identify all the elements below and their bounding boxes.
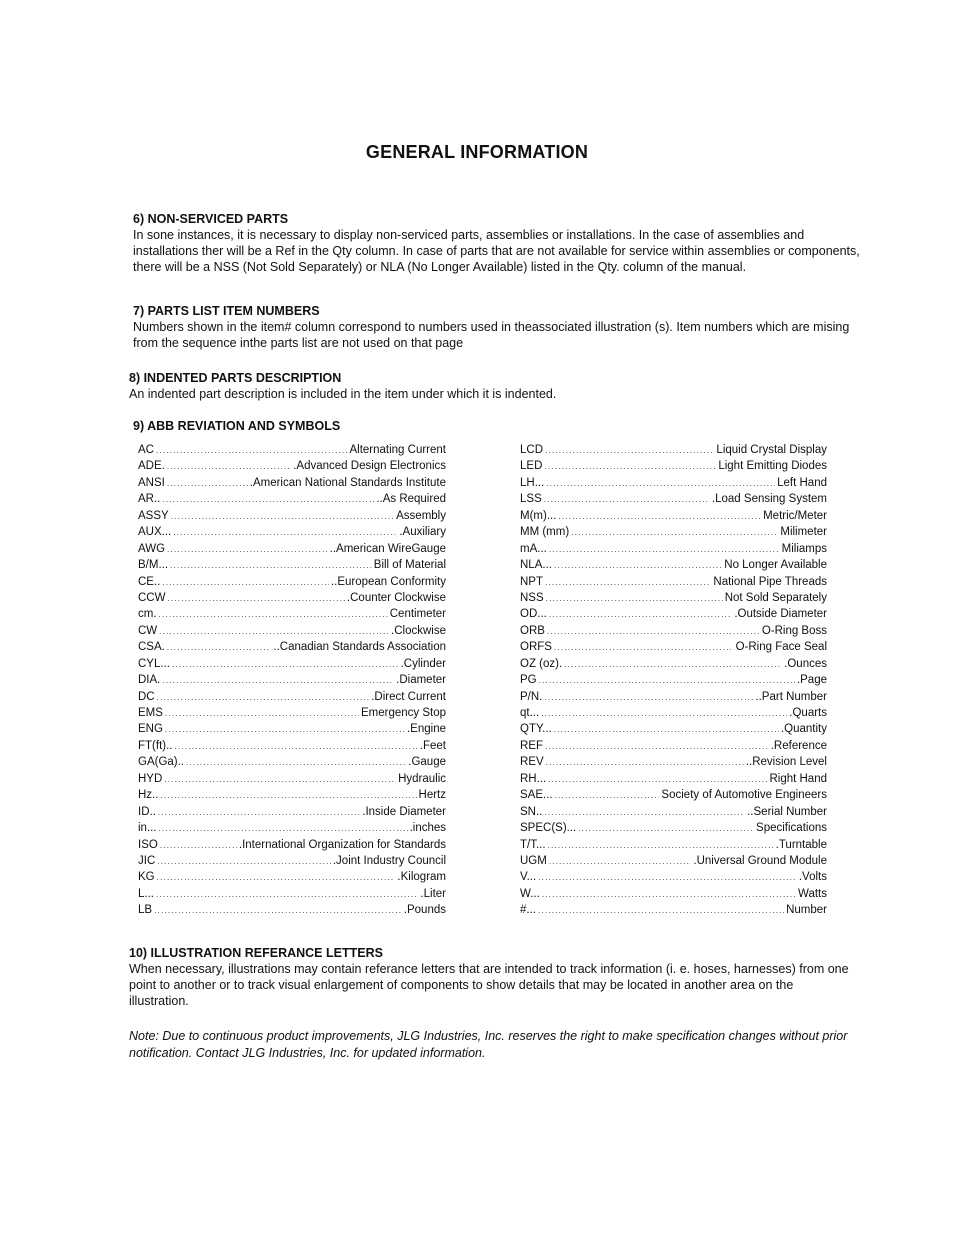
dot-leader: [549, 606, 732, 622]
abbreviation-term: SPEC(S)...: [520, 822, 577, 835]
abbreviation-row: [520, 475, 827, 491]
abbreviation-meaning: .Cylinder: [400, 657, 446, 670]
section-parts-list-item-numbers: [133, 304, 863, 351]
abbreviation-meaning: .Kilogram: [397, 871, 446, 884]
abbreviation-row: [138, 442, 446, 458]
abbreviation-meaning: .Reference: [770, 739, 827, 752]
abbreviation-meaning: Assembly: [396, 509, 446, 522]
dot-leader: [162, 574, 329, 590]
abbreviation-meaning: .Universal Ground Module: [693, 854, 827, 867]
abbreviation-row: [520, 869, 827, 885]
abbreviation-term: V...: [520, 871, 537, 884]
abbreviation-row: [520, 853, 827, 869]
footnote: Note: Due to continuous product improvements, JLG Industries, Inc. reserves the right to make specification changes without prior notification. Contact JLG Industries, Inc. for updated information.: [129, 1029, 848, 1060]
abbreviation-term: OZ (oz).: [520, 657, 563, 670]
abbreviation-row: [520, 557, 827, 573]
dot-leader: [544, 491, 710, 507]
abbreviation-term: SN..: [520, 805, 543, 818]
dot-leader: [173, 524, 397, 540]
abbreviation-row: [138, 853, 446, 869]
abbreviation-term: CSA.: [138, 641, 165, 654]
dot-leader: [549, 541, 780, 557]
dot-leader: [159, 623, 389, 639]
abbreviation-row: [138, 754, 446, 770]
dot-leader: [167, 541, 328, 557]
dot-leader: [156, 886, 418, 902]
abbreviation-row: [520, 458, 827, 474]
abbreviation-row: [520, 754, 827, 770]
abbreviation-term: AWG: [138, 542, 166, 555]
dot-leader: [156, 442, 347, 458]
abbreviation-meaning: Number: [786, 904, 827, 917]
dot-leader: [571, 524, 778, 540]
abbreviation-row: [138, 820, 446, 836]
abbreviation-row: [520, 705, 827, 721]
abbreviation-term: LCD: [520, 444, 544, 456]
abbreviation-meaning: Left Hand: [777, 476, 827, 489]
section-body: When necessary, illustrations may contain referance letters that are intended to track information (i. e. hoses, harnesses) from one point to another or to track visual enlargement of components to show details that may be located in another area on the illustration.: [129, 962, 849, 1008]
abbreviation-term: ANSI: [138, 476, 165, 489]
abbreviation-term: NPT: [520, 575, 543, 588]
dot-leader: [545, 574, 711, 590]
abbreviation-row: [520, 672, 827, 688]
abbreviation-row: [138, 656, 446, 672]
abbreviation-meaning: .Pounds: [403, 904, 446, 917]
abbreviation-term: REV: [520, 756, 544, 769]
abbreviation-row: [520, 639, 827, 655]
abbreviation-row: [520, 524, 827, 540]
abbreviation-term: mA...: [520, 542, 547, 555]
dot-leader: [157, 689, 370, 705]
abbreviation-meaning: Watts: [798, 887, 827, 900]
abbreviation-row: [520, 738, 827, 754]
dot-leader: [547, 623, 760, 639]
abbreviation-term: ADE.: [138, 460, 165, 473]
abbreviation-meaning: O-Ring Boss: [761, 624, 827, 637]
abbreviation-term: ISO: [138, 838, 158, 851]
dot-leader: [558, 508, 761, 524]
abbreviation-row: [138, 771, 446, 787]
dot-leader: [165, 721, 405, 737]
abbreviation-term: CYL...: [138, 657, 170, 670]
abbreviation-meaning: National Pipe Threads: [713, 575, 827, 588]
abbreviation-term: L...: [138, 887, 154, 900]
dot-leader: [555, 787, 660, 803]
dot-leader: [157, 853, 331, 869]
abbreviation-meaning: .Ounces: [784, 657, 827, 670]
dot-leader: [544, 804, 745, 820]
section-abbreviations: [133, 419, 863, 434]
abbreviation-term: DC: [138, 690, 155, 703]
abbreviation-meaning: ..Part Number: [755, 690, 827, 703]
dot-leader: [160, 837, 237, 853]
abbreviation-term: Hz..: [138, 789, 159, 802]
dot-leader: [548, 771, 767, 787]
abbreviation-meaning: .Inside Diameter: [362, 805, 446, 818]
abbreviation-list-right: [520, 442, 827, 919]
dot-leader: [541, 705, 787, 721]
abbreviation-term: qt...: [520, 707, 540, 719]
dot-leader: [538, 869, 797, 885]
dot-leader: [171, 508, 394, 524]
abbreviation-meaning: .Feet: [419, 739, 446, 752]
abbreviation-term: in...: [138, 822, 157, 835]
dot-leader: [172, 656, 399, 672]
dot-leader: [545, 738, 769, 754]
section-body: Numbers shown in the item# column correspond to numbers used in theassociated illustration (s). Item numbers which are mising from the sequence inthe parts list are not used on that page: [133, 320, 850, 350]
dot-leader: [167, 639, 272, 655]
abbreviation-meaning: Right Hand: [769, 772, 827, 785]
abbreviation-term: cm.: [138, 608, 157, 621]
abbreviation-row: [138, 902, 446, 918]
abbreviation-meaning: Society of Automotive Engineers: [661, 789, 827, 802]
abbreviation-term: ORB: [520, 624, 545, 637]
section-non-serviced-parts: [133, 212, 863, 275]
abbreviation-term: ID..: [138, 805, 156, 818]
abbreviation-term: B/M...: [138, 559, 169, 572]
dot-leader: [544, 689, 753, 705]
dot-leader: [167, 475, 248, 491]
dot-leader: [154, 902, 402, 918]
abbreviation-meaning: ..Serial Number: [747, 805, 827, 818]
abbreviation-row: [138, 590, 446, 606]
abbreviation-term: KG: [138, 871, 155, 884]
abbreviation-meaning: Bill of Material: [373, 559, 446, 572]
abbreviation-term: EMS: [138, 707, 163, 719]
dot-leader: [546, 754, 744, 770]
abbreviation-term: JIC: [138, 854, 156, 867]
dot-leader: [175, 738, 418, 754]
abbreviation-row: [520, 491, 827, 507]
abbreviation-meaning: .International Organization for Standards: [238, 838, 446, 851]
abbreviation-term: W...: [520, 887, 540, 900]
abbreviation-row: [520, 886, 827, 902]
abbreviation-term: FT(ft)..: [138, 739, 173, 752]
abbreviation-meaning: Hydraulic: [398, 772, 446, 785]
abbreviation-row: [138, 886, 446, 902]
abbreviation-meaning: .Outside Diameter: [734, 608, 827, 621]
abbreviation-meaning: .American National Standards Institute: [249, 476, 446, 489]
abbreviation-term: AR..: [138, 493, 161, 506]
abbreviation-meaning: Not Sold Separately: [724, 591, 827, 604]
abbreviation-term: T/T...: [520, 838, 546, 851]
abbreviation-meaning: .Turntable: [775, 838, 827, 851]
abbreviation-row: [520, 837, 827, 853]
dot-leader: [554, 721, 779, 737]
dot-leader: [162, 672, 394, 688]
abbreviation-meaning: Centimeter: [389, 608, 446, 621]
abbreviation-meaning: ..American WireGauge: [329, 542, 446, 555]
abbreviation-meaning: .Diameter: [396, 674, 446, 687]
abbreviation-meaning: .Clockwise: [391, 624, 446, 637]
abbreviation-row: [138, 639, 446, 655]
abbreviation-term: LB: [138, 904, 153, 917]
dot-leader: [548, 837, 774, 853]
abbreviation-term: SAE...: [520, 789, 553, 802]
abbreviation-term: M(m)...: [520, 509, 557, 522]
page-title: GENERAL INFORMATION: [365, 142, 589, 162]
abbreviation-meaning: ..Revision Level: [745, 756, 827, 769]
abbreviation-list-left: [138, 442, 446, 919]
abbreviation-meaning: Emergency Stop: [360, 707, 446, 719]
abbreviation-meaning: .Gauge: [408, 756, 446, 769]
abbreviation-meaning: Liquid Crystal Display: [716, 444, 827, 456]
abbreviation-meaning: .Quarts: [789, 707, 827, 719]
abbreviation-row: [520, 442, 827, 458]
abbreviation-term: ASSY: [138, 509, 169, 522]
abbreviation-term: AUX...: [138, 526, 172, 539]
dot-leader: [546, 475, 775, 491]
abbreviation-row: [138, 869, 446, 885]
dot-leader: [564, 656, 782, 672]
abbreviation-row: [520, 820, 827, 836]
abbreviation-row: [138, 524, 446, 540]
abbreviation-meaning: Alternating Current: [349, 444, 446, 456]
dot-leader: [167, 590, 344, 606]
section-indented-parts-description: [129, 371, 859, 402]
abbreviation-meaning: .Joint Industry Council: [332, 854, 446, 867]
abbreviation-meaning: .Page: [796, 674, 827, 687]
abbreviation-row: [138, 475, 446, 491]
abbreviation-row: [138, 458, 446, 474]
abbreviation-meaning: ..European Conformity: [330, 575, 446, 588]
abbreviation-term: LED: [520, 460, 543, 473]
abbreviation-meaning: .Load Sensing System: [711, 493, 827, 506]
abbreviation-row: [520, 508, 827, 524]
dot-leader: [157, 869, 396, 885]
abbreviation-row: [138, 787, 446, 803]
dot-leader: [578, 820, 754, 836]
abbreviation-meaning: Hertz: [418, 789, 446, 802]
dot-leader: [538, 902, 784, 918]
abbreviation-meaning: .Counter Clockwise: [346, 591, 446, 604]
abbreviation-meaning: .Quantity: [780, 723, 827, 736]
abbreviation-term: HYD: [138, 772, 163, 785]
abbreviation-term: AC: [138, 444, 154, 456]
abbreviation-term: ORFS: [520, 641, 552, 654]
dot-leader: [167, 458, 291, 474]
dot-leader: [164, 771, 396, 787]
dot-leader: [549, 853, 692, 869]
abbreviation-term: QTY...: [520, 723, 552, 736]
abbreviation-row: [138, 491, 446, 507]
abbreviation-term: GA(Ga)..: [138, 756, 185, 769]
section-heading: 6) NON-SERVICED PARTS: [133, 212, 289, 226]
abbreviation-meaning: .Advanced Design Electronics: [293, 460, 446, 473]
abbreviation-term: NLA...: [520, 559, 552, 572]
section-heading: 10) ILLUSTRATION REFERANCE LETTERS: [129, 946, 383, 960]
abbreviation-row: [520, 902, 827, 918]
dot-leader: [554, 557, 722, 573]
abbreviation-term: REF: [520, 739, 543, 752]
dot-leader: [544, 458, 716, 474]
abbreviation-row: [520, 606, 827, 622]
abbreviation-row: [138, 689, 446, 705]
dot-leader: [165, 705, 359, 721]
abbreviation-row: [520, 541, 827, 557]
abbreviation-term: NSS: [520, 591, 544, 604]
abbreviation-meaning: ..Canadian Standards Association: [273, 641, 446, 654]
dot-leader: [170, 557, 372, 573]
section-illustration-reference-letters: [129, 946, 849, 1009]
abbreviation-row: [138, 721, 446, 737]
abbreviation-meaning: .Liter: [420, 887, 446, 900]
abbreviation-row: [138, 672, 446, 688]
abbreviation-meaning: ..As Required: [376, 493, 446, 506]
abbreviation-row: [138, 738, 446, 754]
abbreviation-term: MM (mm): [520, 526, 570, 539]
abbreviation-meaning: Metric/Meter: [763, 509, 827, 522]
abbreviation-row: [520, 689, 827, 705]
abbreviation-row: [520, 771, 827, 787]
abbreviation-term: ENG: [138, 723, 163, 736]
abbreviation-term: CE..: [138, 575, 161, 588]
abbreviation-row: [520, 590, 827, 606]
abbreviation-term: UGM: [520, 854, 547, 867]
abbreviation-row: [138, 557, 446, 573]
abbreviation-row: [138, 574, 446, 590]
abbreviation-term: CCW: [138, 591, 166, 604]
abbreviation-row: [138, 541, 446, 557]
abbreviation-row: [520, 721, 827, 737]
abbreviation-term: P/N.: [520, 690, 543, 703]
abbreviation-row: [138, 606, 446, 622]
abbreviation-row: [138, 508, 446, 524]
abbreviation-row: [520, 574, 827, 590]
abbreviation-row: [520, 623, 827, 639]
dot-leader: [542, 886, 796, 902]
abbreviation-meaning: .Engine: [406, 723, 446, 736]
dot-leader: [545, 442, 714, 458]
abbreviation-term: LH...: [520, 476, 545, 489]
section-body: An indented part description is included in the item under which it is indented.: [129, 387, 557, 401]
dot-leader: [159, 606, 388, 622]
abbreviation-row: [138, 623, 446, 639]
abbreviation-meaning: Light Emitting Diodes: [718, 460, 827, 473]
section-body: In sone instances, it is necessary to display non-serviced parts, assemblies or installations. In the case of assemblies and installations ther will be a Ref in the Qty column. In case of parts that are not available for service within assemblies or components, there will be a NSS (Not Sold Separately) or NLA (No Longer Available) listed in the Qty. column of the manual.: [133, 228, 860, 274]
abbreviation-meaning: Miliamps: [781, 542, 827, 555]
abbreviation-term: PG: [520, 674, 537, 687]
abbreviation-meaning: .Auxiliary: [399, 526, 446, 539]
abbreviation-term: CW: [138, 624, 158, 637]
abbreviation-meaning: .inches: [409, 822, 446, 835]
abbreviation-row: [520, 656, 827, 672]
dot-leader: [539, 672, 795, 688]
section-heading: 7) PARTS LIST ITEM NUMBERS: [133, 304, 320, 318]
section-heading: 8) INDENTED PARTS DESCRIPTION: [129, 371, 342, 385]
dot-leader: [554, 639, 734, 655]
abbreviation-term: #...: [520, 904, 536, 917]
abbreviation-row: [138, 837, 446, 853]
abbreviation-meaning: Milimeter: [780, 526, 827, 539]
abbreviation-meaning: No Longer Available: [724, 559, 827, 572]
abbreviation-meaning: Specifications: [756, 822, 827, 835]
abbreviation-row: [520, 787, 827, 803]
abbreviation-meaning: .Volts: [798, 871, 827, 884]
dot-leader: [159, 820, 408, 836]
abbreviation-meaning: .Direct Current: [371, 690, 446, 703]
dot-leader: [162, 491, 374, 507]
dot-leader: [160, 787, 416, 803]
abbreviation-term: LSS: [520, 493, 542, 506]
abbreviation-term: DIA.: [138, 674, 161, 687]
abbreviation-term: RH...: [520, 772, 547, 785]
abbreviation-row: [520, 804, 827, 820]
dot-leader: [546, 590, 723, 606]
abbreviation-row: [138, 705, 446, 721]
section-heading: 9) ABB REVIATION AND SYMBOLS: [133, 419, 341, 433]
dot-leader: [158, 804, 360, 820]
abbreviation-term: OD...: [520, 608, 547, 621]
abbreviation-meaning: O-Ring Face Seal: [735, 641, 827, 654]
abbreviation-row: [138, 804, 446, 820]
dot-leader: [186, 754, 406, 770]
